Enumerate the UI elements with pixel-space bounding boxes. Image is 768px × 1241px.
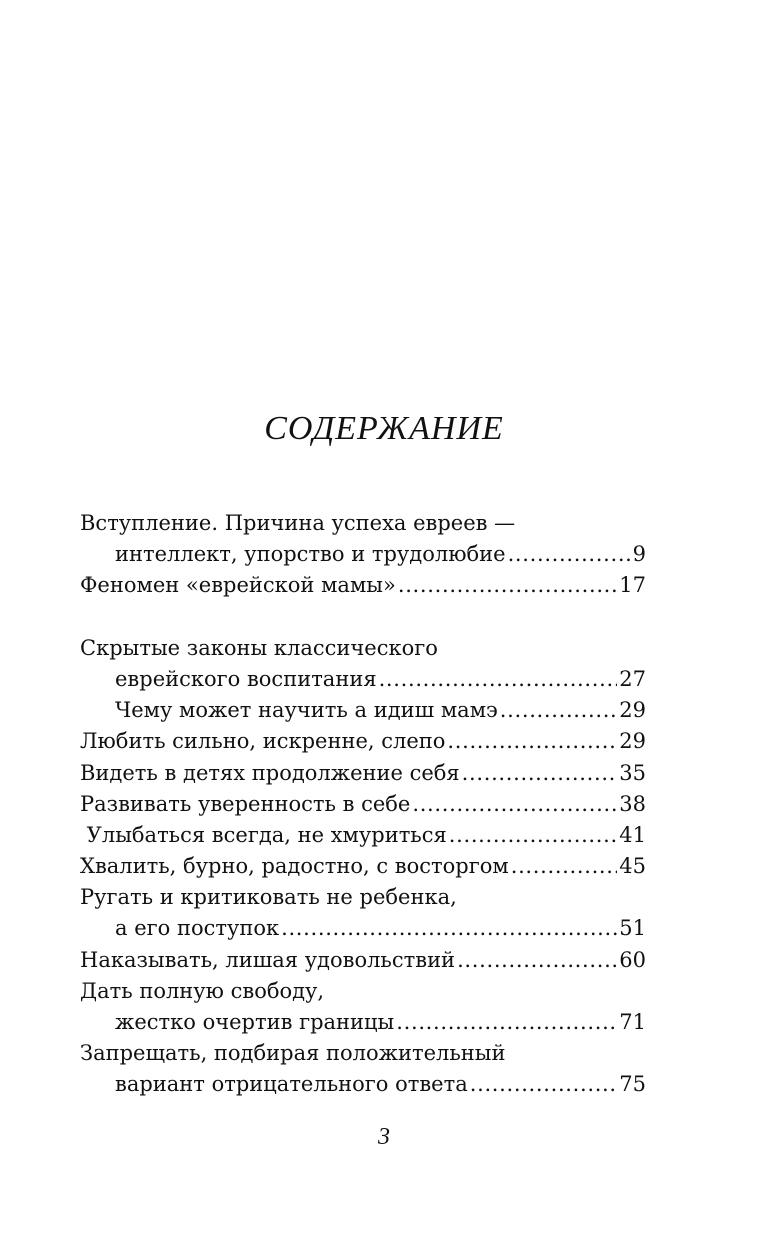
dot-leader bbox=[462, 758, 618, 789]
toc-entry bbox=[80, 851, 646, 882]
dot-leader bbox=[281, 913, 617, 944]
dot-leader bbox=[396, 1007, 617, 1038]
toc-entry bbox=[80, 664, 646, 695]
toc-entry-title: вариант отрицательного ответа bbox=[115, 1072, 468, 1097]
toc-entry-page: 35 bbox=[619, 760, 646, 785]
toc-entry-title: еврейского воспитания bbox=[115, 666, 377, 691]
toc-entry-page: 60 bbox=[619, 947, 646, 972]
toc-entry bbox=[80, 945, 646, 976]
dot-leader bbox=[398, 570, 617, 601]
dot-leader bbox=[447, 726, 617, 757]
toc-entry-title: Развивать уверенность в себе bbox=[80, 791, 411, 816]
toc-entry-title: Улыбаться всегда, не хмуриться bbox=[80, 822, 447, 847]
toc-entry-page: 29 bbox=[619, 729, 646, 754]
toc-entry-title: Ругать и критиковать не ребенка, bbox=[80, 885, 457, 910]
toc-entry bbox=[80, 882, 646, 913]
toc-entry-title: Наказывать, лишая удовольствий bbox=[80, 947, 456, 972]
toc-entry-page: 27 bbox=[619, 666, 646, 691]
toc-entry-title: а его поступок bbox=[115, 916, 280, 941]
dot-leader bbox=[457, 945, 617, 976]
toc-spacer bbox=[80, 602, 646, 633]
toc-entry bbox=[80, 508, 646, 539]
toc-entry bbox=[80, 1007, 646, 1038]
page-number: 3 bbox=[378, 1124, 390, 1150]
toc-entry bbox=[80, 758, 646, 789]
toc-entry-page: 9 bbox=[632, 542, 646, 567]
dot-leader bbox=[449, 820, 618, 851]
toc-entry bbox=[80, 789, 646, 820]
page-title: СОДЕРЖАНИЕ bbox=[264, 410, 504, 447]
toc-entry-title: Хвалить, бурно, радостно, с восторгом bbox=[80, 854, 509, 879]
toc-entry-page: 29 bbox=[619, 698, 646, 723]
toc-entry-page: 71 bbox=[619, 1010, 646, 1034]
toc-entry-title: Чему может научить а идиш мамэ bbox=[115, 698, 498, 723]
toc-entry-title: Вступление. Причина успеха евреев — bbox=[80, 511, 516, 535]
dot-leader bbox=[412, 789, 617, 820]
toc-entry-title: Видеть в детях продолжение себя bbox=[80, 760, 460, 785]
toc-entry-title: Любить сильно, искренне, слепо bbox=[80, 729, 446, 754]
toc-entry bbox=[80, 726, 646, 757]
table-of-contents bbox=[80, 508, 646, 1101]
toc-entry-page: 38 bbox=[619, 791, 646, 816]
toc-entry bbox=[80, 633, 646, 664]
dot-leader bbox=[379, 664, 618, 695]
dot-leader bbox=[500, 695, 617, 726]
toc-entry-page: 51 bbox=[619, 916, 646, 941]
toc-entry-page: 45 bbox=[619, 854, 646, 879]
toc-entry-title: интеллект, упорство и трудолюбие bbox=[115, 542, 506, 567]
toc-entry bbox=[80, 695, 646, 726]
toc-entry-title: Скрытые законы классического bbox=[80, 635, 438, 660]
toc-entry bbox=[80, 1038, 646, 1069]
toc-entry-page: 75 bbox=[619, 1072, 646, 1097]
toc-entry bbox=[80, 570, 646, 601]
toc-entry bbox=[80, 820, 646, 851]
toc-entry bbox=[80, 539, 646, 570]
toc-entry-page: 41 bbox=[619, 822, 646, 847]
toc-entry-title: Дать полную свободу, bbox=[80, 978, 325, 1003]
dot-leader bbox=[470, 1069, 618, 1100]
toc-entry-title: Феномен «еврейской мамы» bbox=[80, 573, 396, 598]
toc-entry-title: жестко очертив границы bbox=[115, 1010, 395, 1034]
dot-leader bbox=[511, 851, 618, 882]
toc-entry-title: Запрещать, подбирая положительный bbox=[80, 1041, 506, 1066]
toc-entry-page: 17 bbox=[619, 573, 646, 598]
dot-leader bbox=[508, 539, 631, 570]
toc-entry bbox=[80, 976, 646, 1007]
toc-entry bbox=[80, 1069, 646, 1100]
toc-entry bbox=[80, 913, 646, 944]
